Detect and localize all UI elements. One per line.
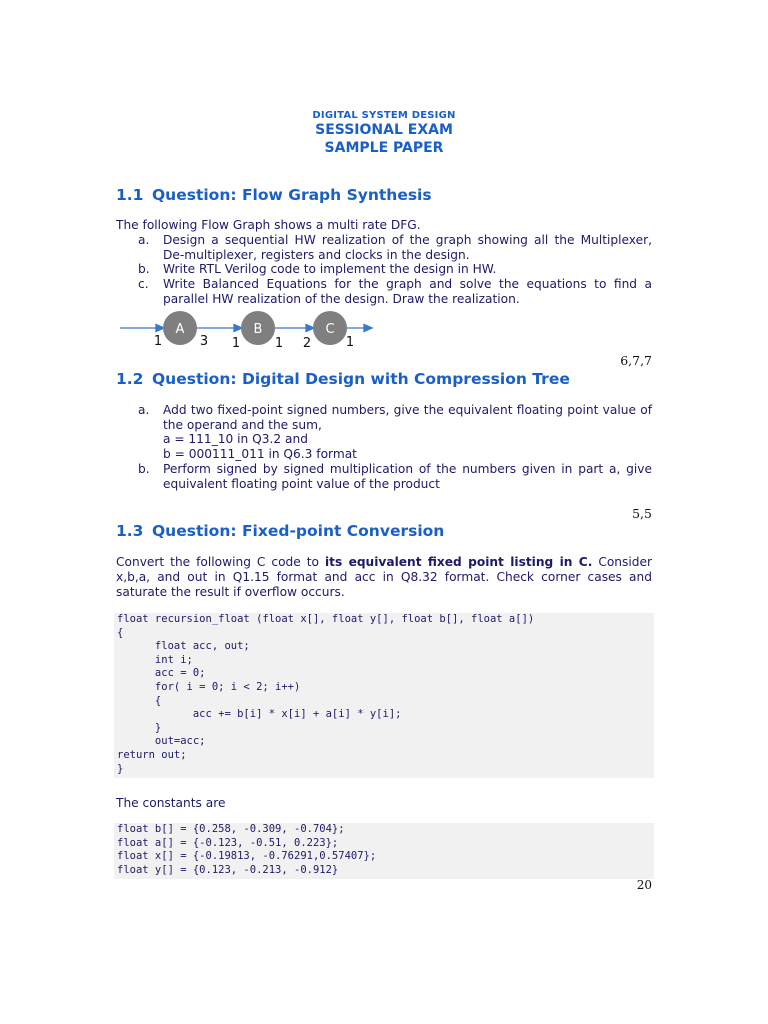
exam-title: SESSIONAL EXAM	[315, 122, 453, 138]
operand-b: b = 000111_011 in Q6.3 format	[163, 447, 357, 461]
section-number: 1.2	[116, 370, 144, 388]
q1-intro: The following Flow Graph shows a multi rate DFG.	[116, 218, 421, 232]
list-marker: a.	[138, 233, 150, 247]
list-marker: a.	[138, 403, 150, 417]
list-text: Add two fixed-point signed numbers, give the equivalent floating point value of the operand and the sum,	[163, 403, 652, 432]
list-item	[138, 277, 652, 306]
operand-a: a = 111_10 in Q3.2 and	[163, 432, 308, 446]
code-line: }	[117, 721, 162, 734]
list-text: Perform signed by signed multiplication of the numbers given in part a, give equivalent floating point value of the product	[163, 462, 652, 491]
arrowhead	[306, 325, 314, 332]
section-heading-1-2	[116, 370, 570, 388]
list-item	[138, 462, 652, 491]
code-line: float x[] = {-0.19813, -0.76291,0.57407};	[117, 850, 377, 863]
list-item	[138, 233, 652, 262]
code-listing	[114, 613, 654, 778]
code-line: float a[] = {-0.123, -0.51, 0.223};	[117, 836, 339, 849]
list-text: Design a sequential HW realization of the graph showing all the Multiplexer, De-multiplexer, registers and clocks in the design.	[163, 233, 652, 262]
code-line: {	[117, 626, 124, 639]
marks-q2: 5,5	[632, 506, 652, 521]
code-line: float recursion_float (float x[], float y[], float b[], float a[])	[117, 613, 535, 625]
code-line: acc = 0;	[117, 667, 206, 680]
rate-label: 1	[231, 336, 241, 351]
paper-title: SAMPLE PAPER	[324, 140, 444, 156]
section-heading-1-3	[116, 522, 444, 540]
q3-intro	[116, 555, 652, 600]
list-text: Write RTL Verilog code to implement the design in HW.	[163, 262, 497, 276]
q3-intro-emphasis: its equivalent fixed point listing in C.	[324, 555, 593, 569]
code-line: int i;	[117, 653, 193, 666]
list-text: Write Balanced Equations for the graph and solve the equations to find a parallel HW realization of the design. Draw the realization.	[163, 277, 652, 306]
rate-label: 1	[153, 334, 163, 349]
code-line: return out;	[117, 748, 187, 761]
rate-label: 3	[199, 334, 209, 349]
constants-listing	[114, 823, 654, 879]
q3-intro-text: Consider x,b,a, and out in Q1.15 format and acc in Q8.32 format. Check corner cases and saturate the result if overflow occurs.	[116, 555, 653, 599]
list-marker: b.	[138, 262, 150, 276]
code-line: {	[117, 694, 162, 707]
node-b-label: B	[253, 322, 263, 337]
page-number: 20	[636, 878, 652, 892]
node-a-label: A	[175, 322, 185, 337]
section-title: Question: Flow Graph Synthesis	[152, 186, 432, 204]
flow-graph-diagram	[110, 308, 390, 356]
code-line: float acc, out;	[117, 640, 250, 653]
course-title: DIGITAL SYSTEM DESIGN	[312, 110, 456, 121]
arrowhead	[234, 325, 242, 332]
list-marker: b.	[138, 462, 150, 476]
section-number: 1.3	[116, 522, 144, 540]
rate-label: 1	[345, 335, 355, 350]
arrowhead	[156, 325, 164, 332]
code-line: out=acc;	[117, 735, 206, 748]
section-title: Question: Fixed-point Conversion	[152, 522, 445, 540]
marks-q1: 6,7,7	[620, 353, 652, 368]
code-line: acc += b[i] * x[i] + a[i] * y[i];	[117, 708, 402, 721]
constants-label: The constants are	[116, 796, 226, 810]
section-title: Question: Digital Design with Compression Tree	[152, 370, 570, 388]
code-line: }	[117, 762, 124, 775]
section-heading-1-1	[116, 186, 432, 204]
node-c-label: C	[325, 322, 335, 337]
list-item	[138, 403, 652, 432]
rate-label: 2	[302, 336, 312, 351]
rate-label: 1	[274, 336, 284, 351]
code-line: for( i = 0; i < 2; i++)	[117, 680, 301, 693]
arrowhead	[364, 325, 372, 332]
code-line: float y[] = {0.123, -0.213, -0.912}	[117, 863, 339, 876]
q3-intro-text: Convert the following C code to	[116, 555, 325, 569]
list-marker: c.	[138, 277, 149, 291]
list-item	[138, 262, 652, 277]
section-number: 1.1	[116, 186, 144, 204]
code-line: float b[] = {0.258, -0.309, -0.704};	[117, 823, 345, 835]
